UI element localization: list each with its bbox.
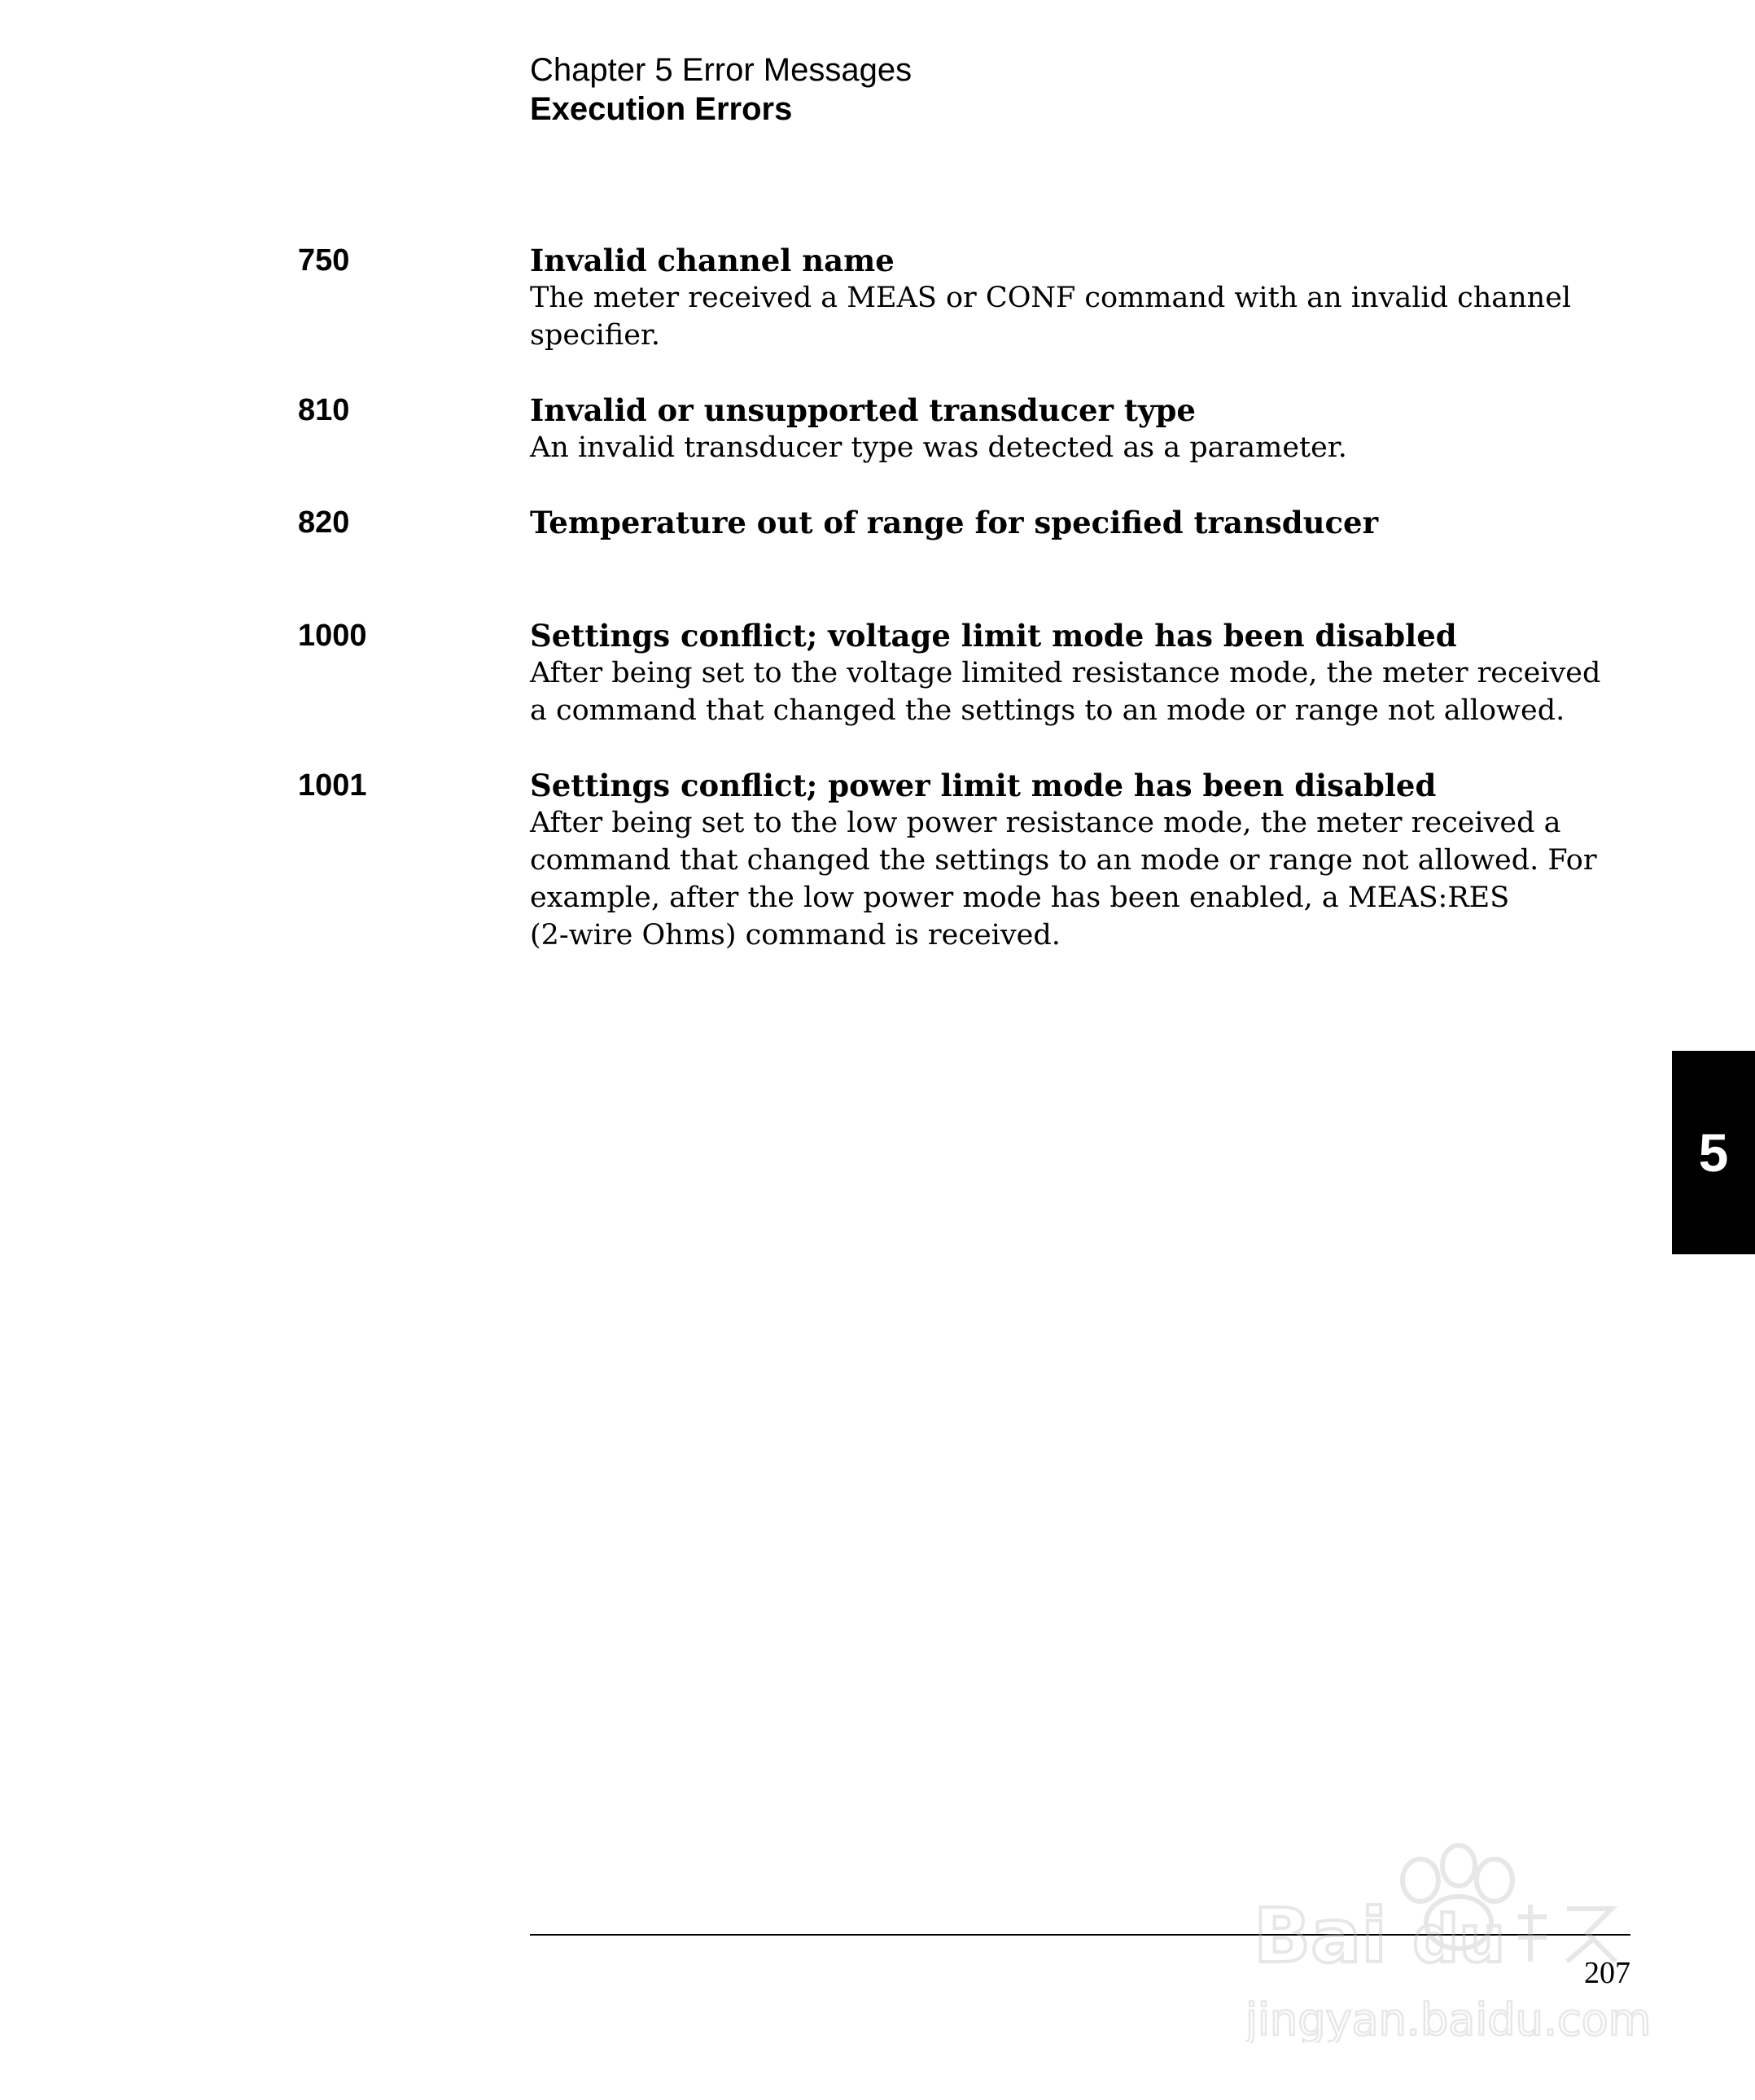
page-number: 207 [1584, 1956, 1630, 1990]
error-code: 810 [298, 393, 350, 427]
error-description-line: a command that changed the settings to an mode or range not allowed. [530, 694, 1565, 727]
svg-text:jingyan.baidu.com: jingyan.baidu.com [1245, 1994, 1652, 2043]
page-header [530, 50, 912, 129]
error-content [530, 242, 1637, 354]
chapter-tab: 5 [1672, 1051, 1755, 1254]
error-content [530, 504, 1637, 541]
baidu-watermark-logo [1245, 1831, 1652, 2043]
error-description-line: The meter received a MEAS or CONF command with an invalid channel [530, 282, 1572, 314]
error-description-line: (2-wire Ohms) command is received. [530, 919, 1061, 952]
error-description-line: After being set to the voltage limited resistance mode, the meter received [530, 657, 1601, 689]
error-description-line: specifier. [530, 319, 660, 352]
error-code: 1001 [298, 768, 367, 803]
error-code: 750 [298, 243, 350, 278]
error-title: Settings conflict; voltage limit mode has been disabled [530, 618, 1457, 654]
error-description-line: command that changed the settings to an mode or range not allowed. For [530, 844, 1597, 877]
error-title: Invalid channel name [530, 243, 895, 278]
error-code: 1000 [298, 619, 367, 653]
section-title: Execution Errors [530, 91, 793, 127]
chapter-title: Chapter 5 Error Messages [530, 52, 913, 88]
error-description-line: After being set to the low power resistance mode, the meter received a [530, 807, 1561, 839]
error-description-line: An invalid transducer type was detected as a parameter. [530, 431, 1347, 464]
error-description-line: example, after the low power mode has been enabled, a MEAS:RES [530, 882, 1510, 914]
svg-text:du: du [1412, 1901, 1506, 1977]
error-code: 820 [298, 505, 350, 540]
error-title: Invalid or unsupported transducer type [530, 392, 1196, 428]
error-content [530, 767, 1637, 954]
error-content [530, 617, 1637, 729]
svg-text:Bai: Bai [1254, 1892, 1387, 1980]
error-title: Settings conflict; power limit mode has been disabled [530, 768, 1437, 803]
error-title: Temperature out of range for specified transducer [530, 505, 1379, 540]
error-content [530, 392, 1637, 466]
